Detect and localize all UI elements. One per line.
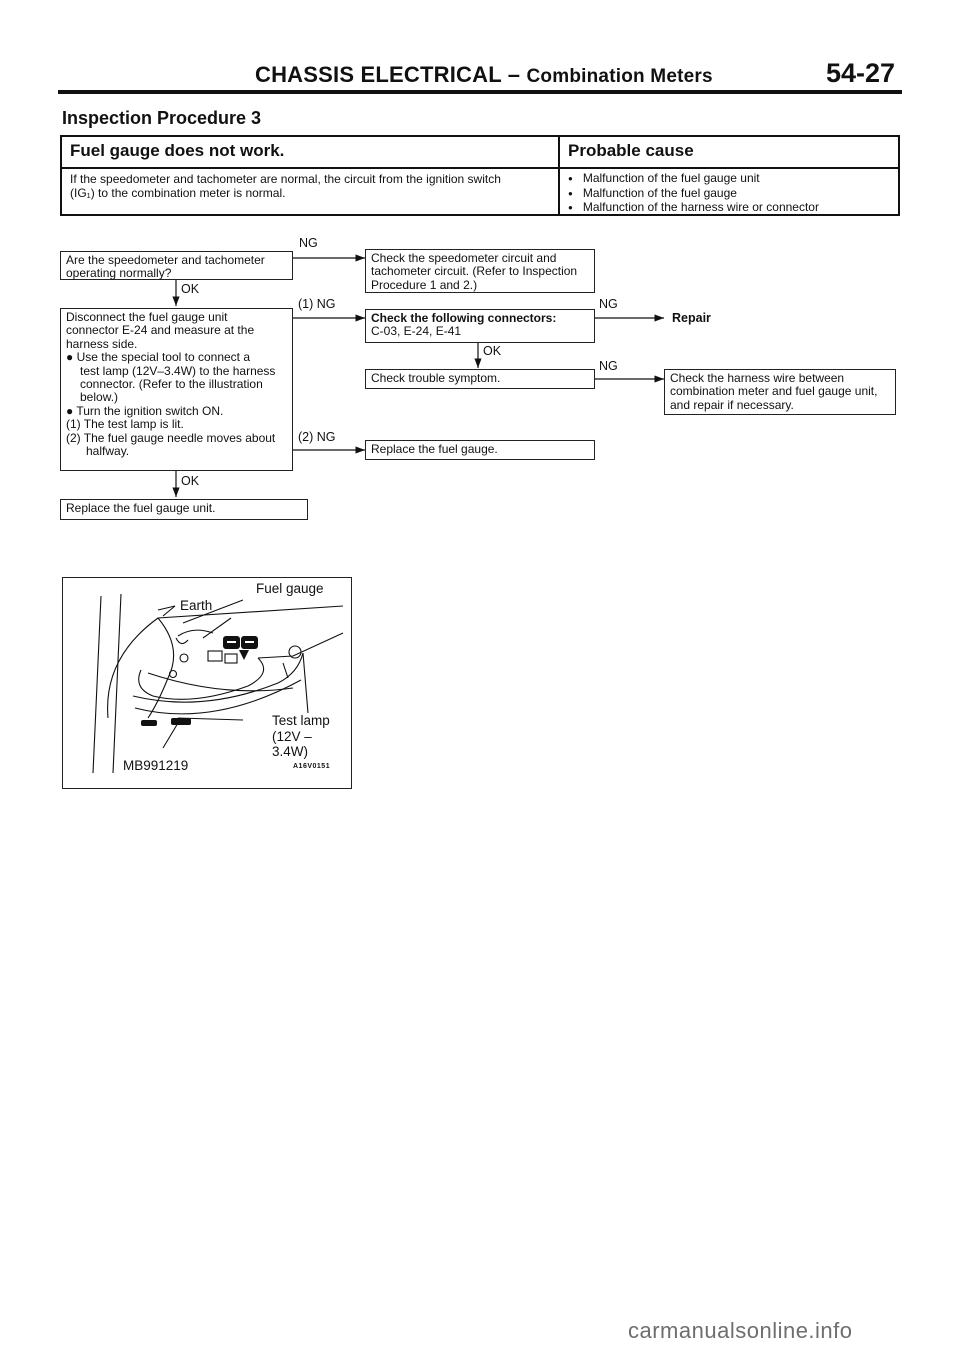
check-trouble-symptom-box: [365, 369, 595, 389]
ng1-label: (1) NG: [298, 297, 336, 311]
check-speedometer-circuit-box: [365, 249, 595, 293]
test-lamp-spec: (12V – 3.4W): [272, 729, 312, 759]
description-line: (IG₁) to the combination meter is normal.: [70, 186, 286, 200]
replace-fuel-gauge-unit-box: [60, 499, 308, 520]
cause-item: ● Malfunction of the fuel gauge: [568, 187, 819, 202]
section-title: CHASSIS ELECTRICAL: [255, 62, 502, 87]
box-line: tachometer circuit. (Refer to Inspection: [371, 264, 578, 279]
watermark: carmanualsonline.info: [628, 1318, 853, 1343]
box-line: test lamp (12V–3.4W) to the harness: [80, 363, 276, 378]
box-line: (1) The test lamp is lit.: [66, 417, 184, 432]
box-line: Check trouble symptom.: [371, 371, 501, 385]
tool-code: MB991219: [123, 758, 189, 773]
box-line: connector E-24 and measure at the: [66, 323, 255, 338]
box-line: and repair if necessary.: [670, 397, 794, 412]
connectors-title: Check the following connectors:: [371, 311, 557, 325]
box-line: harness side.: [66, 336, 138, 351]
page-number: 54-27: [826, 58, 896, 88]
ng-label: NG: [599, 297, 618, 311]
test-lamp-illustration: [62, 577, 352, 789]
cause-item: ● Malfunction of the harness wire or connector: [568, 201, 819, 216]
box-line: combination meter and fuel gauge unit,: [670, 384, 878, 399]
subsection-title: Combination Meters: [526, 66, 713, 87]
box-line: (2) The fuel gauge needle moves about: [66, 430, 276, 445]
earth-label: Earth: [180, 598, 213, 613]
box-line: operating normally?: [66, 266, 172, 281]
replace-fuel-gauge-box: [365, 440, 595, 460]
box-line: Disconnect the fuel gauge unit: [66, 310, 228, 324]
procedure-title: Inspection Procedure 3: [62, 108, 262, 128]
ok-label: OK: [181, 282, 200, 296]
figure-code: A16V0151: [293, 763, 331, 770]
ng2-label: (2) NG: [298, 430, 336, 444]
box-line: halfway.: [86, 444, 130, 459]
check-harness-box: [664, 369, 896, 415]
box-line: Check the speedometer circuit and: [371, 251, 557, 265]
box-line: connector. (Refer to the illustration: [80, 377, 263, 392]
measure-fuel-gauge-unit-box: [60, 308, 293, 471]
box-line: ● Turn the ignition switch ON.: [66, 403, 224, 418]
ok-label: OK: [483, 344, 502, 358]
box-line: below.): [80, 390, 119, 405]
connectors-list: C-03, E-24, E-41: [371, 324, 462, 339]
ng-label: NG: [299, 236, 318, 250]
cause-heading: Probable cause: [568, 141, 694, 160]
ok-label: OK: [181, 474, 200, 488]
cause-item: ● Malfunction of the fuel gauge unit: [568, 172, 819, 187]
fuel-gauge-label: Fuel gauge: [256, 581, 324, 596]
ng-label: NG: [599, 359, 618, 373]
header-dash: –: [507, 62, 521, 87]
box-line: Replace the fuel gauge unit.: [66, 501, 216, 515]
box-line: Procedure 1 and 2.): [371, 277, 478, 292]
repair-label: Repair: [672, 311, 711, 325]
box-line: Are the speedometer and tachometer: [66, 253, 265, 267]
symptom-heading: Fuel gauge does not work.: [70, 141, 285, 160]
description-line: If the speedometer and tachometer are normal, the circuit from the ignition switch: [70, 172, 501, 186]
test-lamp-label: Test lamp: [272, 713, 330, 728]
check-connectors-box: [365, 309, 595, 343]
question-speedometer: [60, 251, 293, 280]
box-line: Replace the fuel gauge.: [371, 442, 498, 456]
box-line: Check the harness wire between: [670, 371, 845, 385]
box-line: ● Use the special tool to connect a: [66, 350, 251, 365]
